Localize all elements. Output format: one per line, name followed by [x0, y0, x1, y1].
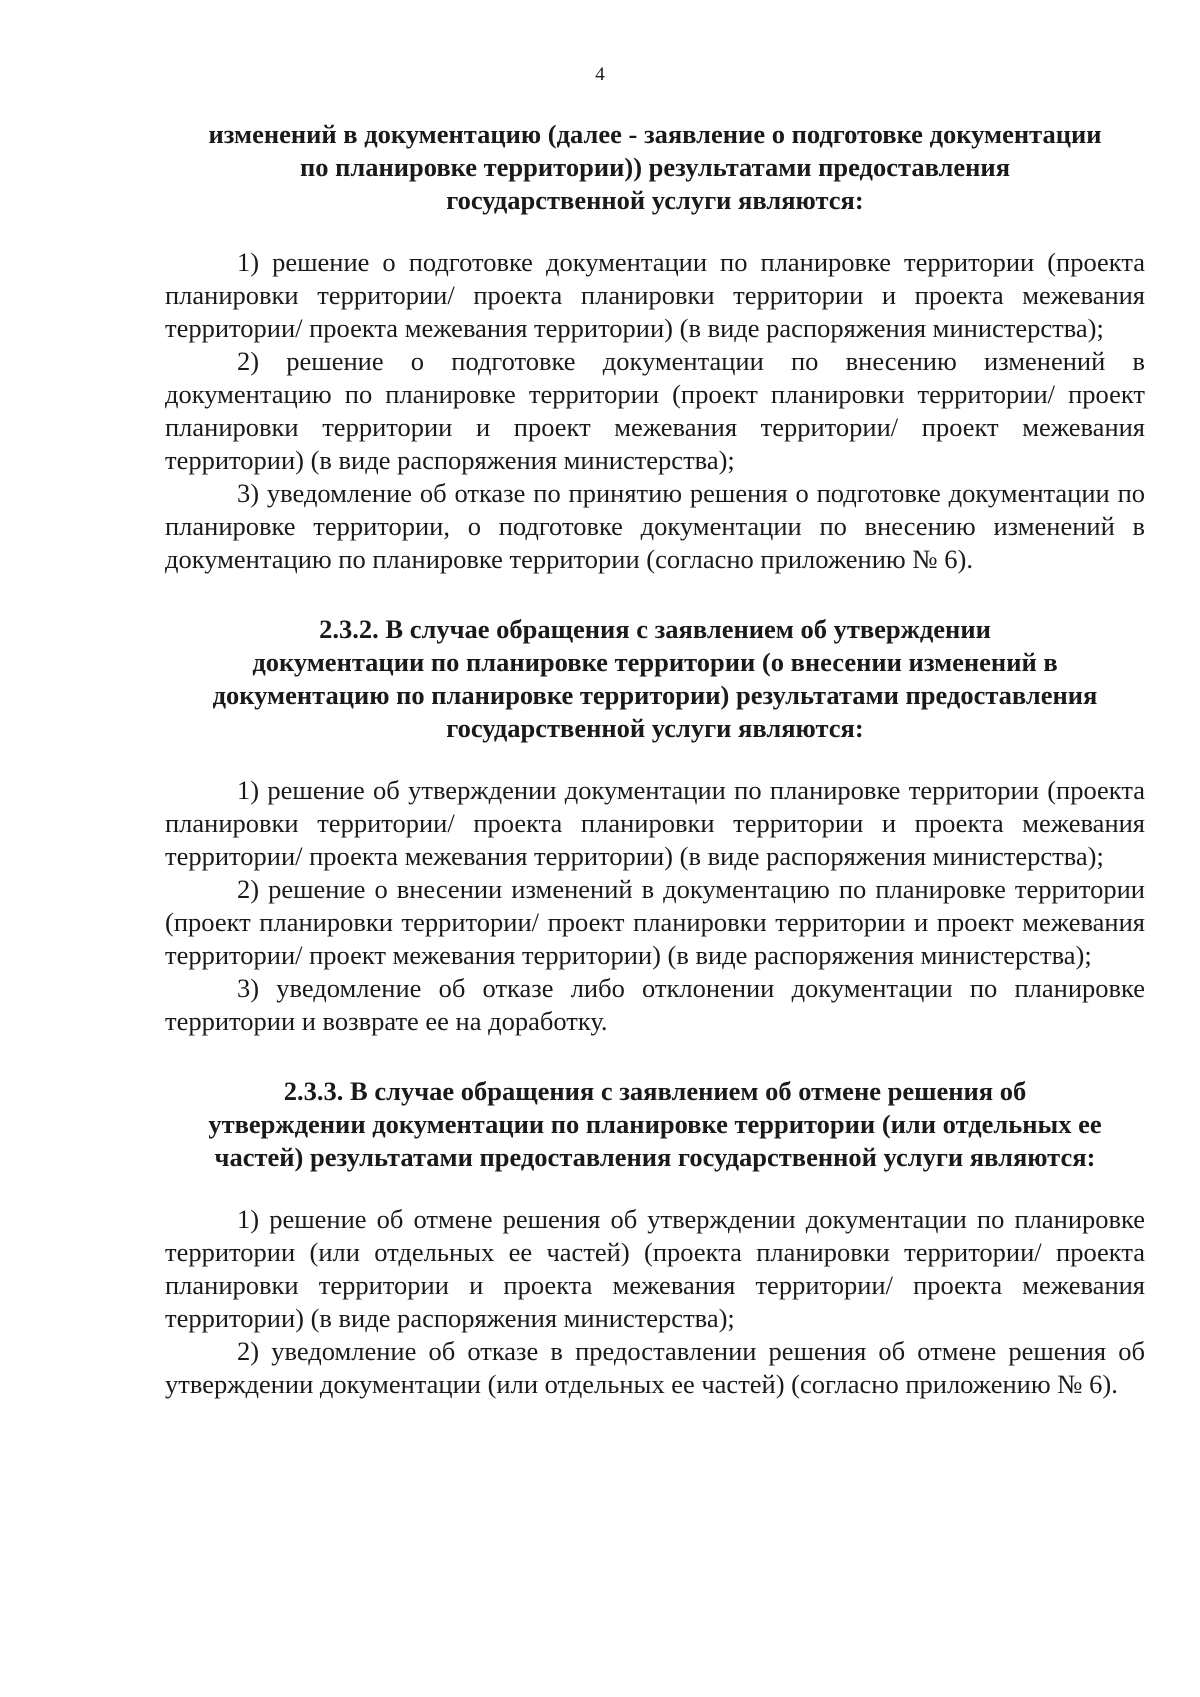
list-item: 1) решение о подготовке документации по планировке территории (проекта планировки территории/ проекта планировки территории и проекта межевания территории/ проекта межевания территории) (в виде распоряжения министерства);: [165, 247, 1145, 343]
heading-line: государственной услуги являются:: [446, 185, 864, 215]
heading-line: 2.3.2. В случае обращения с заявлением об утверждении: [319, 614, 991, 644]
heading-line: по планировке территории)) результатами предоставления: [299, 152, 1011, 182]
list-item: 3) уведомление об отказе по принятию решения о подготовке документации по планировке территории, о подготовке документации по внесению изменений в документацию по планировке территории (согласно приложению № 6).: [165, 478, 1145, 574]
document-body: [165, 118, 1145, 1401]
list-item: 2) уведомление об отказе в предоставлении решения об отмене решения об утверждении документации (или отдельных ее частей) (согласно приложению № 6).: [165, 1336, 1145, 1399]
heading-line: 2.3.3. В случае обращения с заявлением об отмене решения об: [283, 1076, 1027, 1106]
page-number: 4: [595, 64, 605, 85]
section-heading-2-3-3: [165, 1075, 1145, 1174]
section-heading-2-3-2: [165, 613, 1145, 745]
heading-line: утверждении документации по планировке территории (или отдельных ее: [208, 1109, 1102, 1139]
list-item: 1) решение об отмене решения об утверждении документации по планировке территории (или отдельных ее частей) (проекта планировки территории/ проекта планировки территории и проекта межевания территории/ проекта межевания территории) (в виде распоряжения министерства);: [165, 1204, 1145, 1333]
list-item: 2) решение о внесении изменений в документацию по планировке территории (проект планировки территории/ проект планировки территории и проект межевания территории/ проект межевания территории) (в виде распоряжения министерства);: [165, 874, 1145, 970]
list-item: 1) решение об утверждении документации по планировке территории (проекта планировки территории/ проекта планировки территории и проекта межевания территории/ проекта межевания территории) (в виде распоряжения министерства);: [165, 775, 1145, 871]
heading-line: изменений в документацию (далее - заявление о подготовке документации: [208, 119, 1102, 149]
heading-line: документации по планировке территории (о внесении изменений в: [252, 647, 1058, 677]
heading-line: частей) результатами предоставления государственной услуги являются:: [214, 1142, 1096, 1172]
section-heading-continued: [165, 118, 1145, 217]
heading-line: документацию по планировке территории) результатами предоставления: [212, 680, 1098, 710]
list-item: 3) уведомление об отказе либо отклонении документации по планировке территории и возврате ее на доработку.: [165, 973, 1145, 1036]
heading-line: государственной услуги являются:: [446, 713, 864, 743]
list-item: 2) решение о подготовке документации по внесению изменений в документацию по планировке территории (проект планировки территории/ проект планировки территории и проект межевания территории/ проект межевания территории) (в виде распоряжения министерства);: [165, 346, 1145, 475]
